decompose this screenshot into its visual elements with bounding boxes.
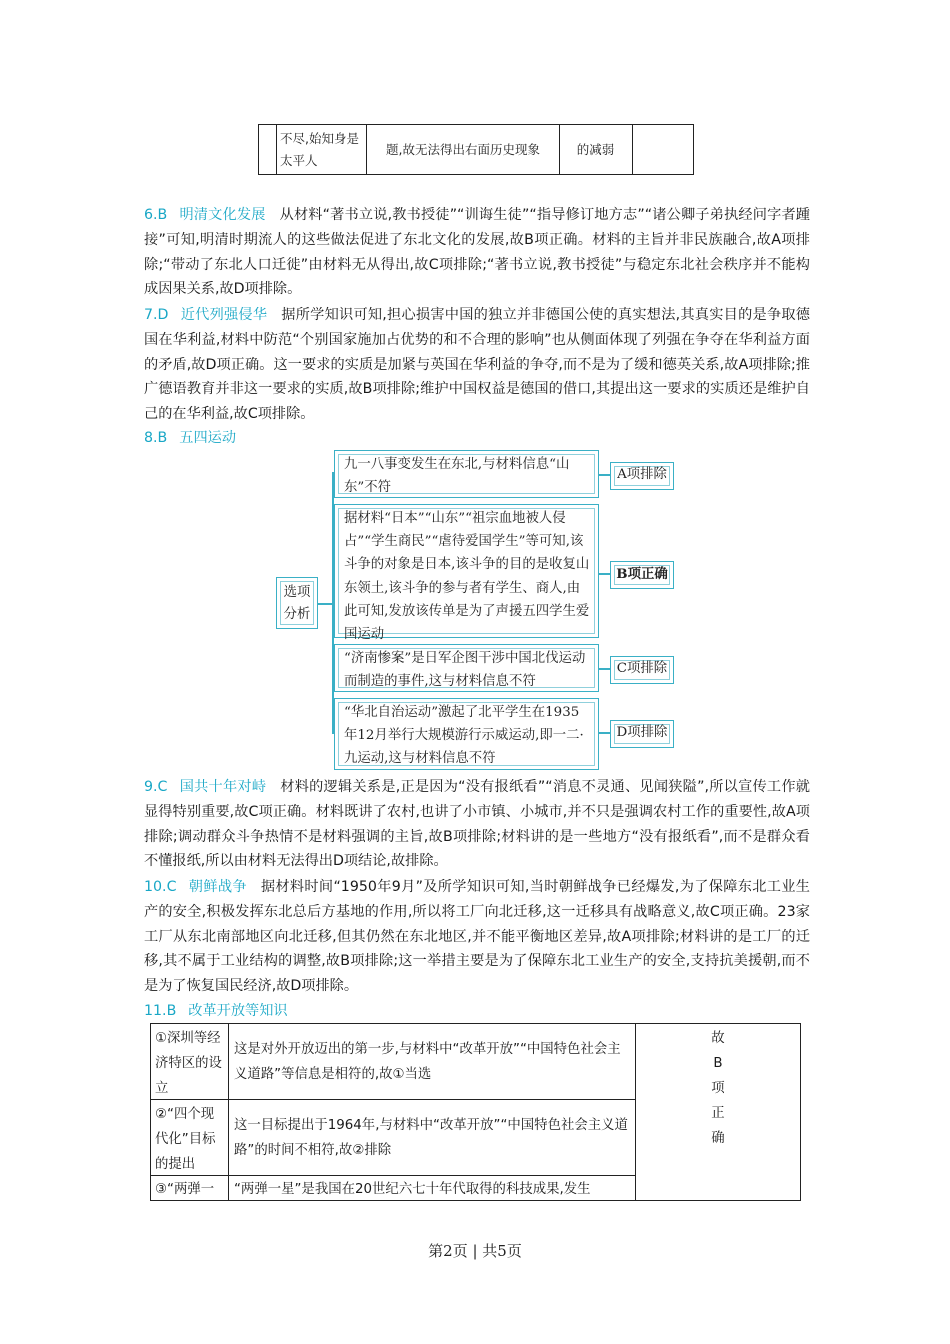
- connector-line: [598, 573, 610, 575]
- result-label-c: [610, 656, 674, 684]
- analysis-box-b: [334, 504, 599, 643]
- analysis-text: 九一八事变发生在东北,与材料信息“山东”不符: [344, 457, 570, 496]
- conclusion-char: B: [713, 1056, 723, 1071]
- top-table-fragment: [258, 124, 694, 175]
- table-cell: 的减弱: [576, 142, 615, 157]
- answer-number: 7.D: [144, 307, 169, 323]
- result-text: A项排除: [617, 467, 667, 482]
- answer-number: 9.C: [144, 779, 168, 795]
- table-cell-item: ②“四个现代化”目标的提出: [155, 1107, 216, 1172]
- answer-11-heading: [144, 999, 288, 1023]
- table-cell-analysis: 这是对外开放迈出的第一步,与材料中“改革开放”“中国特色社会主义道路”等信息是相符的,故①当选: [234, 1042, 621, 1082]
- answer-text: 材料的逻辑关系是,正是因为“没有报纸看”“消息不灵通、见闻狭隘”,所以宣传工作就显得特别重要,故C项正确。材料既讲了农村,也讲了小市镇、小城市,并不只是强调农村工作的重要性,故A项排除;调动群众斗争热情不是材料强调的主旨,故B项排除;材料讲的是一些地方“没有报纸看”,而不是群众看不懂报纸,所以由材料无法得出D项结论,故排除。: [144, 779, 810, 870]
- conclusion-char: 正: [711, 1106, 725, 1121]
- analysis-box-a: [334, 450, 599, 498]
- analysis-text: “华北自治运动”激起了北平学生在1935年12月举行大规模游行示威运动,即一二·九运动,这与材料信息不符: [344, 705, 584, 767]
- center-label-text: 选项分析: [283, 585, 311, 622]
- table-cell-item: ③“两弹一: [155, 1182, 215, 1197]
- topic-tag: 国共十年对峙: [179, 779, 267, 795]
- result-text: D项排除: [616, 725, 668, 740]
- table-divider: [276, 125, 277, 174]
- topic-tag: 朝鲜战争: [188, 879, 247, 895]
- result-label-b: [610, 561, 674, 589]
- answer-9: [144, 775, 810, 874]
- answer-number: 10.C: [144, 879, 177, 895]
- answer-number: 8.B: [144, 430, 168, 446]
- answer-8-heading: [144, 426, 236, 450]
- connector-line: [598, 668, 610, 670]
- conclusion-column: [707, 1026, 729, 1151]
- answer-text: 据所学知识可知,担心损害中国的独立并非德国公使的真实想法,其真实目的是争取德国在华利益,材料中防范“个别国家施加占优势的和不合理的影响”也从侧面体现了列强在争夺在华利益方面的矛盾,故D项正确。这一要求的实质是加紧与英国在华利益的争夺,而不是为了缓和德英关系,故A项排除;推广德语教育并非这一要求的实质,故B项排除;维护中国权益是德国的借口,其提出这一要求的实质还是维护自己的在华利益,故C项排除。: [144, 307, 810, 423]
- table-cell-analysis: “两弹一星”是我国在20世纪六七十年代取得的科技成果,发生: [234, 1182, 591, 1197]
- conclusion-char: 确: [711, 1131, 725, 1146]
- result-label-a: [610, 462, 674, 490]
- answer-10: [144, 875, 810, 999]
- result-text: C项排除: [616, 661, 668, 676]
- options-analysis-label: [276, 577, 318, 629]
- analysis-text: 据材料“日本”“山东”“祖宗血地被人侵占”“学生商民”“虐待爱国学生”等可知,该斗争的对象是日本,该斗争的目的是收复山东领土,该斗争的参与者有学生、商人,由此可知,发放该传单是为了声援五四学生爱国运动: [344, 511, 590, 643]
- conclusion-char: 项: [711, 1081, 725, 1096]
- connector-line: [598, 732, 610, 734]
- table-cell-analysis: 这一目标提出于1964年,与材料中“改革开放”“中国特色社会主义道路”的时间不相符,故②排除: [234, 1118, 628, 1158]
- page-footer: 第2页 | 共5页: [428, 1242, 522, 1260]
- answer-number: 6.B: [144, 207, 168, 223]
- analysis-box-d: [334, 698, 599, 770]
- answer-6: [144, 203, 810, 302]
- table-cell: 不尽,始知身是太平人: [280, 131, 359, 168]
- connector-line: [317, 603, 333, 605]
- table-cell: 题,故无法得出右面历史现象: [386, 142, 540, 157]
- table-divider: [635, 1024, 636, 1201]
- table-cell-item: ①深圳等经济特区的设立: [155, 1031, 222, 1096]
- table-divider: [632, 125, 633, 174]
- answer-7: [144, 303, 810, 427]
- conclusion-char: 故: [711, 1031, 725, 1046]
- table-divider: [366, 125, 367, 174]
- answer-text: 从材料“著书立说,教书授徒”“训诲生徒”“指导修订地方志”“诸公卿子弟执经问字者踵接”可知,明清时期流人的这些做法促进了东北文化的发展,故B项正确。材料的主旨并非民族融合,故A项排除;“带动了东北人口迁徙”由材料无从得出,故C项排除;“著书立说,教书授徒”与稳定东北社会秩序并不能构成因果关系,故D项排除。: [144, 207, 810, 298]
- topic-tag: 五四运动: [179, 430, 237, 446]
- answer-text: 据材料时间“1950年9月”及所学知识可知,当时朝鲜战争已经爆发,为了保障东北工业生产的安全,积极发挥东北总后方基地的作用,所以将工厂向北迁移,这一迁移具有战略意义,故C项正确。23家工厂从东北南部地区向北迁移,但其仍然在东北地区,并不能平衡地区差异,故A项排除;材料讲的是工厂的迁移,其不属于工业结构的调整,故B项排除;这一举措主要是为了保障东北工业生产的安全,支持抗美援朝,而不是为了恢复国民经济,故D项排除。: [144, 879, 810, 995]
- topic-tag: 明清文化发展: [179, 207, 266, 223]
- answer-number: 11.B: [144, 1003, 177, 1019]
- result-text: B项正确: [616, 566, 668, 582]
- result-label-d: [610, 720, 674, 748]
- analysis-table: [150, 1023, 801, 1201]
- analysis-box-c: [334, 644, 599, 692]
- topic-tag: 近代列强侵华: [180, 307, 268, 323]
- topic-tag: 改革开放等知识: [188, 1003, 288, 1019]
- connector-line: [598, 474, 610, 476]
- analysis-text: “济南惨案”是日军企图干涉中国北伐运动而制造的事件,这与材料信息不符: [344, 651, 586, 690]
